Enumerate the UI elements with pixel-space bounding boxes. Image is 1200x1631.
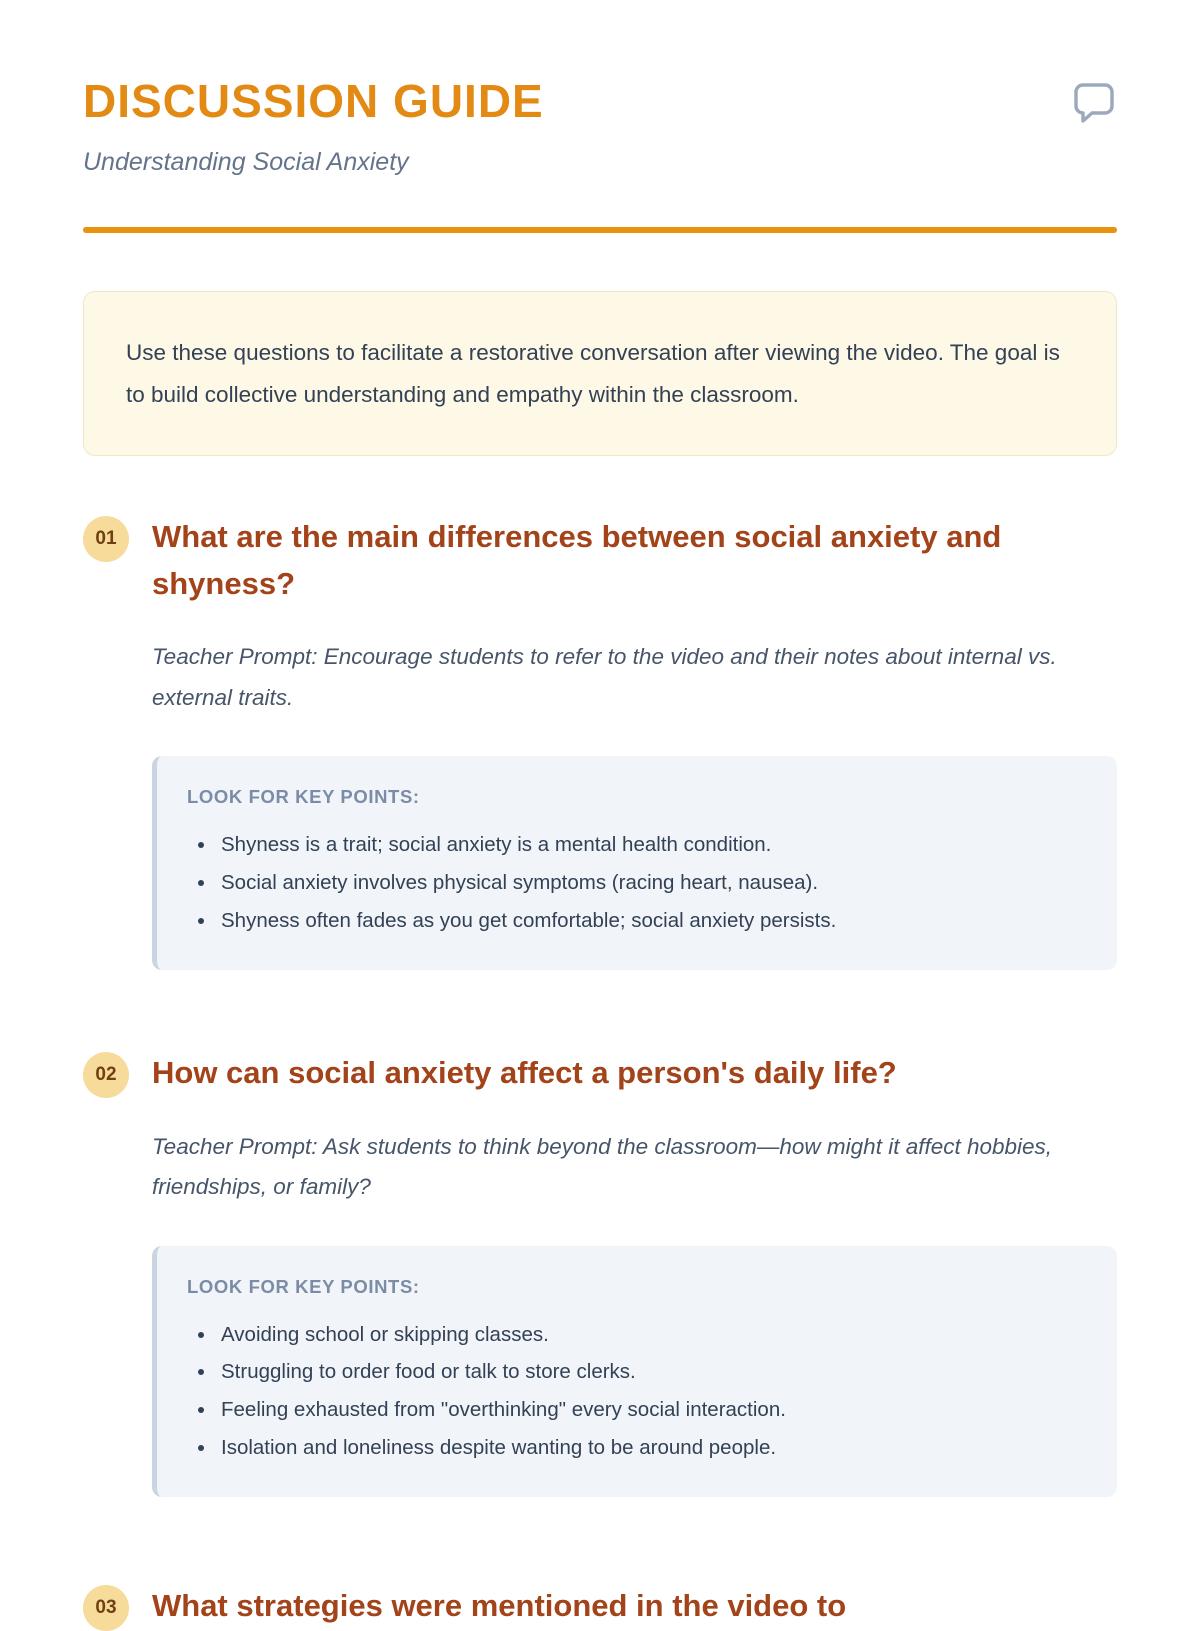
intro-text: Use these questions to facilitate a restorative conversation after viewing the video. The goal is to build collective understanding and empathy within the classroom. bbox=[126, 340, 1060, 407]
question-3-number-badge: 03 bbox=[83, 1585, 129, 1631]
page-subtitle: Understanding Social Anxiety bbox=[83, 148, 409, 176]
question-2-key-points bbox=[152, 1246, 1117, 1498]
header-text bbox=[83, 75, 544, 177]
page-title: DISCUSSION GUIDE bbox=[83, 75, 544, 127]
question-1 bbox=[83, 514, 1117, 970]
question-1-title: What are the main differences between social anxiety and shyness? bbox=[152, 519, 1002, 601]
question-1-key-points bbox=[152, 756, 1117, 970]
key-point-item: • Feeling exhausted from "overthinking" every social interaction. bbox=[217, 1391, 1083, 1429]
key-point-item: • Struggling to order food or talk to store clerks. bbox=[217, 1353, 1083, 1391]
question-2-number-badge: 02 bbox=[83, 1052, 129, 1098]
key-point-item: • Isolation and loneliness despite wanting to be around people. bbox=[217, 1429, 1083, 1467]
accent-divider bbox=[83, 227, 1117, 233]
question-3-title: What strategies were mentioned in the video to bbox=[152, 1588, 847, 1624]
question-3 bbox=[83, 1583, 1117, 1630]
key-point-item: • Shyness is a trait; social anxiety is a mental health condition. bbox=[217, 826, 1083, 864]
key-point-item: • Social anxiety involves physical symptoms (racing heart, nausea). bbox=[217, 864, 1083, 902]
header bbox=[83, 75, 1117, 177]
question-1-teacher-prompt: Teacher Prompt: Encourage students to refer to the video and their notes about internal vs. external traits. bbox=[152, 644, 1057, 710]
question-2-title: How can social anxiety affect a person's daily life? bbox=[152, 1055, 897, 1091]
question-2 bbox=[83, 1050, 1117, 1497]
key-point-item: • Shyness often fades as you get comfortable; social anxiety persists. bbox=[217, 902, 1083, 940]
key-point-item: • Avoiding school or skipping classes. bbox=[217, 1316, 1083, 1354]
key-points-label: LOOK FOR KEY POINTS: bbox=[187, 786, 420, 808]
key-points-list bbox=[187, 826, 1083, 940]
chat-bubble-icon[interactable] bbox=[1071, 80, 1117, 127]
intro-callout bbox=[83, 291, 1117, 456]
key-points-label: LOOK FOR KEY POINTS: bbox=[187, 1275, 420, 1297]
question-1-number-badge: 01 bbox=[83, 516, 129, 562]
key-points-list bbox=[187, 1316, 1083, 1468]
question-2-teacher-prompt: Teacher Prompt: Ask students to think beyond the classroom—how might it affect hobbies, friendships, or family? bbox=[152, 1133, 1053, 1200]
